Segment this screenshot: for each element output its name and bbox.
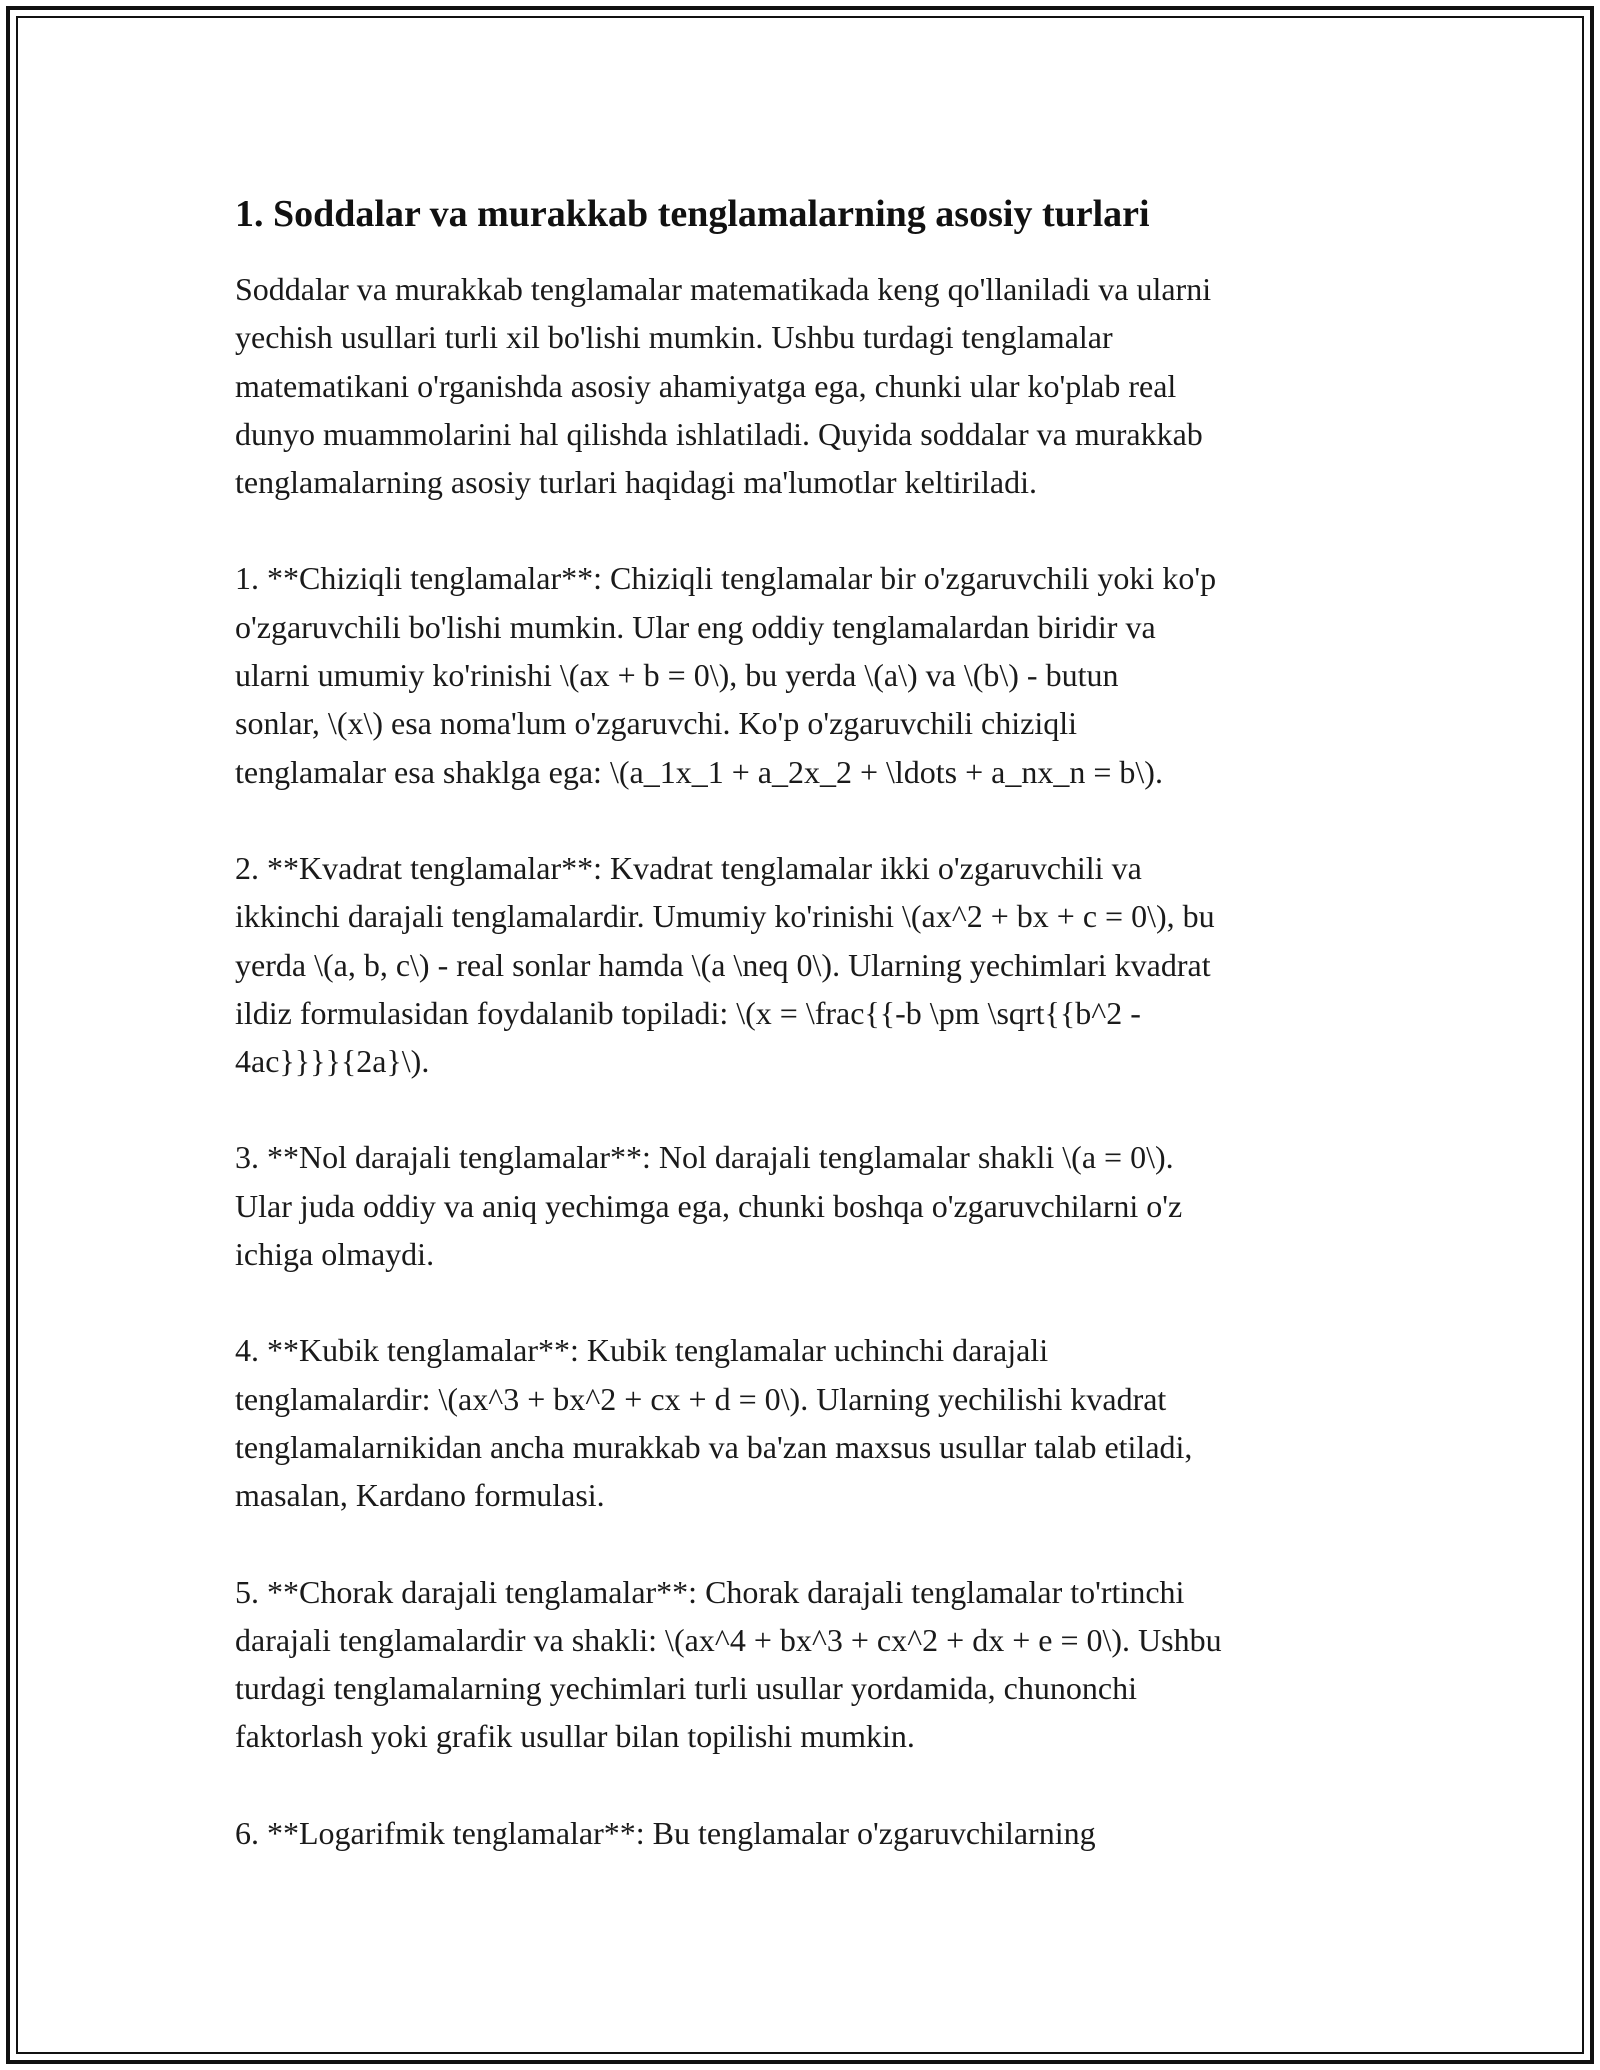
zero-degree-equations-paragraph: 3. **Nol darajali tenglamalar**: Nol darajali tenglamalar shakli \(a = 0\). Ular juda oddiy va aniq yechimga ega, chunki boshqa o'zgaruvchilarni o'z ichiga olmaydi. bbox=[235, 1139, 1183, 1273]
section-heading: 1. Soddalar va murakkab tenglamalarning asosiy turlari bbox=[235, 193, 1150, 235]
cubic-equations-paragraph: 4. **Kubik tenglamalar**: Kubik tenglamalar uchinchi darajali tenglamalardir: \(ax^3 + bx^2 + cx + d = 0\). Ularning yechilishi kvadrat tenglamalarnikidan ancha murakkab va ba'zan maxsus usullar talab etiladi, masalan, Kardano formulasi. bbox=[235, 1332, 1193, 1514]
intro-paragraph: Soddalar va murakkab tenglamalar matematikada keng qo'llaniladi va ularni yechish usullari turli xil bo'lishi mumkin. Ushbu turdagi tenglamalar matematikani o'rganishda asosiy ahamiyatga ega, chunki ular ko'plab real dunyo muammolarini hal qilishda ishlatiladi. Quyida soddalar va murakkab tenglamalarning asosiy turlari haqidagi ma'lumotlar keltiriladi. bbox=[235, 271, 1212, 501]
logarithmic-equations-paragraph: 6. **Logarifmik tenglamalar**: Bu tenglamalar o'zgaruvchilarning bbox=[235, 1814, 1096, 1851]
linear-equations-paragraph: 1. **Chiziqli tenglamalar**: Chiziqli tenglamalar bir o'zgaruvchili yoki ko'p o'zgaruvchili bo'lishi mumkin. Ular eng oddiy tenglamalardan biridir va ularni umumiy ko'rinishi \(ax + b = 0\), bu yerda \(a\) va \(b\) - butun sonlar, \(x\) esa noma'lum o'zgaruvchi. Ko'p o'zgaruvchili chiziqli tenglamalar esa shaklga ega: \(a_1x_1 + a_2x_2 + \ldots + a_nx_n = b\). bbox=[235, 560, 1217, 790]
document-body bbox=[235, 180, 1380, 1905]
quadratic-equations-paragraph: 2. **Kvadrat tenglamalar**: Kvadrat tenglamalar ikki o'zgaruvchili va ikkinchi darajali tenglamalardir. Umumiy ko'rinishi \(ax^2 + bx + c = 0\), bu yerda \(a, b, c\) - real sonlar hamda \(a \neq 0\). Ularning yechimlari kvadrat ildiz formulasidan foydalanib topiladi: \(x = \frac{{-b \pm \sqrt{{b^2 - 4ac}}}}{2a}\). bbox=[235, 849, 1215, 1080]
quartic-equations-paragraph: 5. **Chorak darajali tenglamalar**: Chorak darajali tenglamalar to'rtinchi darajali tenglamalardir va shakli: \(ax^4 + bx^3 + cx^2 + dx + e = 0\). Ushbu turdagi tenglamalarning yechimlari turli usullar yordamida, chunonchi faktorlash yoki grafik usullar bilan topilishi mumkin. bbox=[235, 1573, 1222, 1755]
